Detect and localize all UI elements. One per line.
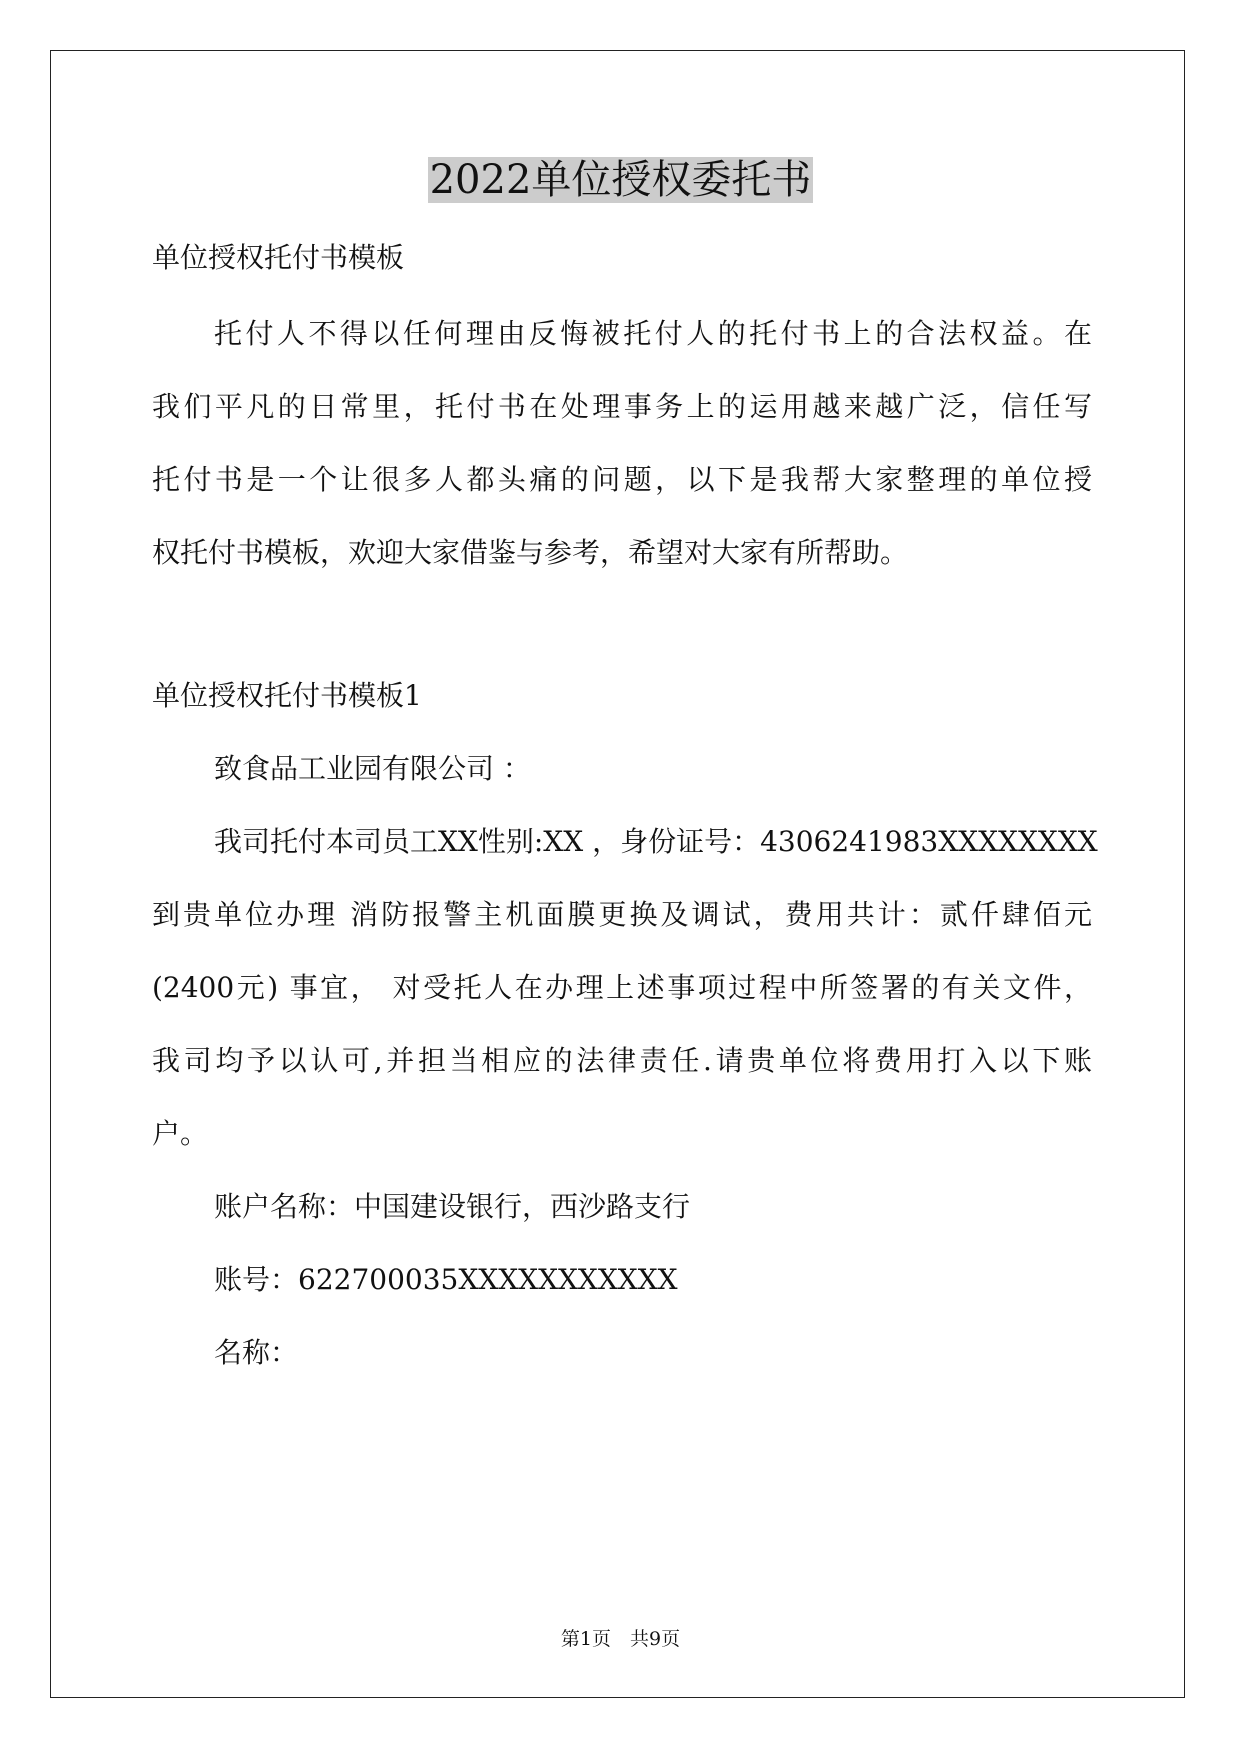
name-label: 名称： [214, 1336, 299, 1369]
page-footer: 第1页 共9页 [560, 1628, 681, 1650]
intro-line: 我们平凡的日常里，托付书在处理事务上的运用越来越广泛，信任写 [152, 390, 1092, 423]
body-line: 我司托付本司员工XX性别:XX ，身份证号：4306241983XXXXXXXX [214, 825, 1098, 858]
section-heading: 单位授权托付书模板1 [152, 679, 422, 712]
account-number: 账号：622700035XXXXXXXXXXX [214, 1263, 678, 1296]
subtitle: 单位授权托付书模板 [152, 241, 405, 274]
page-border [50, 50, 1185, 1698]
body-line: 到贵单位办理 消防报警主机面膜更换及调试，费用共计：贰仟肆佰元 [152, 898, 1092, 931]
body-line: 户。 [152, 1117, 209, 1150]
intro-line: 权托付书模板，欢迎大家借鉴与参考，希望对大家有所帮助。 [152, 536, 909, 569]
account-name: 账户名称：中国建设银行，西沙路支行 [214, 1190, 691, 1223]
recipient-line: 致食品工业园有限公司 ： [214, 752, 531, 785]
document-title: 2022单位授权委托书 [429, 157, 812, 203]
intro-line: 托付人不得以任何理由反悔被托付人的托付书上的合法权益。在 [214, 317, 1092, 350]
body-line: (2400元) 事宜， 对受托人在办理上述事项过程中所签署的有关文件， [152, 971, 1092, 1004]
body-line: 我司均予以认可,并担当相应的法律责任.请贵单位将费用打入以下账 [152, 1044, 1092, 1077]
intro-line: 托付书是一个让很多人都头痛的问题，以下是我帮大家整理的单位授 [152, 463, 1092, 496]
